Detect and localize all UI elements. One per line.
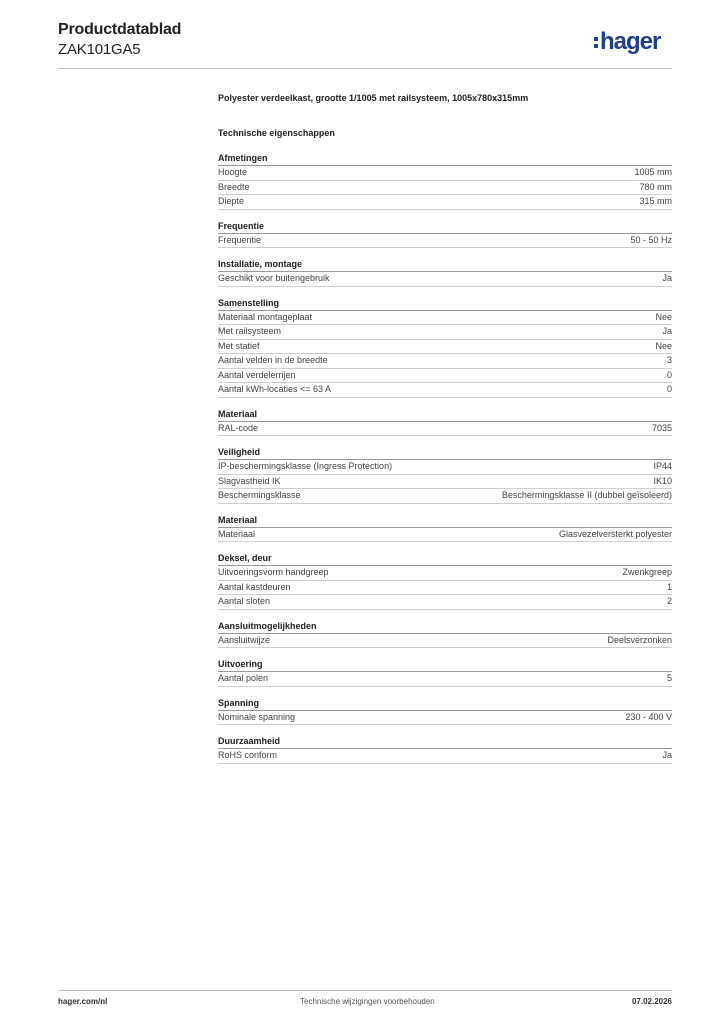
spec-value: 7035 (651, 422, 672, 433)
spec-label: Aantal verdelerrijen (218, 369, 296, 380)
spec-group-title: Deksel, deur (218, 553, 672, 566)
spec-row (218, 383, 672, 398)
spec-row (218, 325, 672, 340)
spec-label: IP-beschermingsklasse (Ingress Protection) (218, 461, 393, 471)
spec-label: RoHS conform (218, 750, 278, 760)
spec-group-title: Frequentie (218, 221, 672, 234)
spec-group-title: Installatie, montage (218, 259, 672, 272)
spec-row (218, 181, 672, 196)
spec-group-title: Aansluitmogelijkheden (218, 621, 672, 634)
spec-value: Glasvezelversterkt polyester (558, 528, 672, 539)
spec-label: Aantal kWh-locaties <= 63 A (218, 384, 332, 394)
spec-label: Diepte (218, 196, 245, 206)
spec-groups (218, 153, 672, 764)
spec-group-title: Duurzaamheid (218, 736, 672, 749)
spec-group-title: Materiaal (218, 515, 672, 528)
product-code: ZAK101GA5 (58, 41, 141, 58)
footer-website[interactable]: hager.com/nl (58, 997, 108, 1006)
spec-row (218, 460, 672, 475)
spec-value: 50 - 50 Hz (630, 234, 672, 245)
footer-notice: Technische wijzigingen voorbehouden (300, 997, 435, 1006)
spec-label: Aantal polen (218, 673, 269, 683)
footer-divider (58, 990, 672, 991)
spec-row (218, 354, 672, 369)
spec-label: Slagvastheid IK (218, 475, 281, 486)
logo-text: hager (600, 28, 661, 55)
spec-row (218, 749, 672, 764)
spec-group-title: Uitvoering (218, 659, 672, 672)
spec-group-title: Samenstelling (218, 298, 672, 311)
spec-group-title: Afmetingen (218, 153, 672, 166)
spec-value: 1 (666, 581, 672, 592)
specs-heading: Technische eigenschappen (218, 128, 335, 138)
spec-value: Ja (662, 273, 672, 283)
product-content (218, 93, 672, 764)
spec-row (218, 489, 672, 504)
spec-row (218, 672, 672, 687)
spec-row (218, 581, 672, 596)
spec-label: Aantal sloten (218, 596, 271, 606)
spec-value: Ja (662, 750, 672, 760)
spec-label: Nominale spanning (218, 711, 296, 722)
hager-logo (594, 28, 660, 56)
product-description: Polyester verdeelkast, grootte 1/1005 met railsysteem, 1005x780x315mm (218, 93, 529, 103)
spec-label: Geschikt voor buitengebruik (218, 273, 330, 283)
spec-label: Aansluitwijze (218, 634, 271, 645)
spec-label: Frequentie (218, 234, 262, 245)
spec-value: IK10 (653, 475, 672, 486)
spec-row (218, 195, 672, 210)
spec-value: 315 mm (639, 196, 672, 206)
spec-label: Beschermingsklasse (218, 490, 301, 500)
spec-value: 230 - 400 V (625, 711, 672, 722)
spec-value: 0 (666, 384, 672, 394)
spec-label: Aantal kastdeuren (218, 581, 291, 592)
header-divider (58, 68, 672, 69)
spec-value: Nee (655, 311, 672, 322)
spec-label: Met railsysteem (218, 326, 282, 336)
spec-group-title: Spanning (218, 698, 672, 711)
spec-label: Materiaal (218, 528, 256, 539)
spec-value: 0 (666, 369, 672, 380)
spec-value: 2 (666, 596, 672, 606)
spec-value: Deelsverzonken (607, 634, 672, 645)
spec-row (218, 340, 672, 355)
spec-value: 780 mm (639, 181, 672, 192)
spec-label: RAL-code (218, 422, 259, 433)
spec-row (218, 369, 672, 384)
spec-label: Materiaal montageplaat (218, 311, 313, 322)
spec-row (218, 234, 672, 249)
spec-label: Aantal velden in de breedte (218, 355, 328, 365)
spec-row (218, 422, 672, 437)
document-header (58, 21, 181, 58)
spec-value: Zwenkgreep (622, 567, 672, 577)
spec-row (218, 528, 672, 543)
spec-group-title: Veiligheid (218, 447, 672, 460)
spec-value: Ja (662, 326, 672, 336)
spec-label: Uitvoeringsvorm handgreep (218, 567, 329, 577)
spec-value: IP44 (653, 461, 672, 471)
spec-row (218, 566, 672, 581)
spec-row (218, 166, 672, 181)
spec-label: Breedte (218, 181, 250, 192)
document-title: Productdatablad (58, 21, 182, 38)
spec-row (218, 272, 672, 287)
spec-label: Hoogte (218, 167, 248, 177)
spec-label: Met statief (218, 340, 260, 351)
spec-value: 1005 mm (634, 167, 672, 177)
spec-row (218, 311, 672, 326)
spec-value: Nee (655, 340, 672, 351)
footer-date: 07.02.2026 (631, 997, 672, 1006)
spec-value: Beschermingsklasse II (dubbel geïsoleerd) (501, 490, 672, 500)
spec-row (218, 595, 672, 610)
logo-dots-icon (594, 37, 598, 48)
spec-value: 3 (666, 355, 672, 365)
spec-value: 5 (666, 673, 672, 683)
spec-row (218, 711, 672, 726)
spec-group-title: Materiaal (218, 409, 672, 422)
spec-row (218, 475, 672, 490)
spec-row (218, 634, 672, 649)
